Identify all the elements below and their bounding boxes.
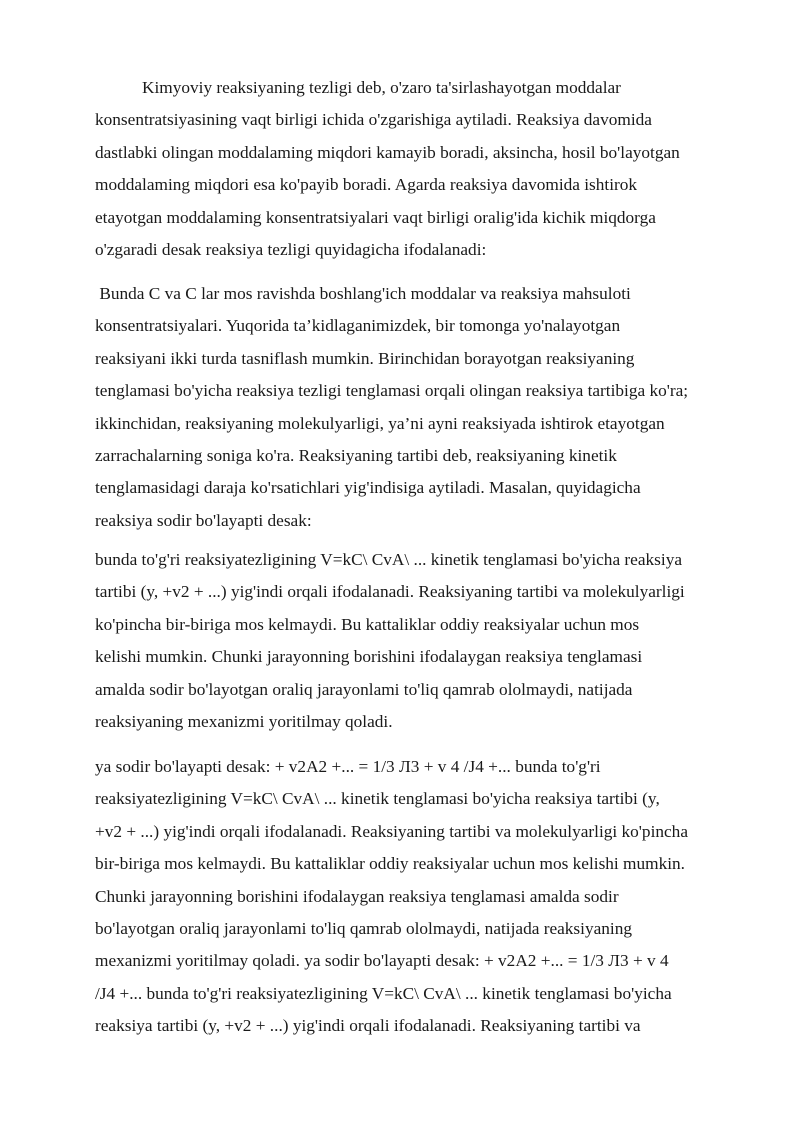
paragraph-kinetic-equation [95, 544, 745, 738]
text-line: ikkinchidan, reaksiyaning molekulyarligi, ya’ni ayni reaksiyada ishtirok etayotgan [95, 413, 665, 433]
text-line: moddalaming miqdori esa ko'payib boradi. Agarda reaksiya davomida ishtirok [95, 175, 638, 195]
text-line: reaksiyatezligining V=kC\ CvA\ ... kinetik tenglamasi bo'yicha reaksiya tartibi (y, [95, 789, 660, 809]
text-line: o'zgaradi desak reaksiya tezligi quyidagicha ifodalanadi: [95, 240, 487, 260]
text-line: Kimyoviy reaksiyaning tezligi deb, o'zaro ta'sirlashayotgan moddalar [142, 78, 621, 97]
text-line: /J4 +... bunda to'g'ri reaksiyatezligining V=kC\ CvA\ ... kinetik tenglamasi bo'yicha [95, 983, 672, 1003]
text-line: bo'layotgan oraliq jarayonlami to'liq qamrab ololmaydi, natijada reaksiyaning [95, 919, 632, 939]
text-line: reaksiya sodir bo'layapti desak: [95, 510, 312, 530]
text-line: bir-biriga mos kelmaydi. Bu kattaliklar oddiy reaksiyalar uchun mos kelishi mumkin. [95, 854, 685, 874]
text-line: bunda to'g'ri reaksiyatezligining V=kC\ CvA\ ... kinetik tenglamasi bo'yicha reaksiya [95, 550, 683, 569]
text-line: ko'pincha bir-biriga mos kelmaydi. Bu kattaliklar oddiy reaksiyalar uchun mos [95, 614, 640, 634]
paragraph-reaction-rate-definition [95, 72, 745, 266]
text-line: etayotgan moddalaming konsentratsiyalari vaqt birligi oralig'ida kichik miqdorga [95, 207, 656, 227]
text-line: Chunki jarayonning borishini ifodalaygan reaksiya tenglamasi amalda sodir [95, 886, 619, 906]
text-line: tenglamasi bo'yicha reaksiya tezligi tenglamasi orqali olingan reaksiya tartibiga ko'ra; [95, 381, 689, 401]
paragraph-repeated-equation [95, 751, 745, 1043]
text-line: konsentratsiyalari. Yuqorida ta’kidlaganimizdek, bir tomonga yo'nalayotgan [95, 316, 621, 336]
text-line: Bunda C va C lar mos ravishda boshlang'ich moddalar va reaksiya mahsuloti [95, 284, 631, 303]
text-line: amalda sodir bo'layotgan oraliq jarayonlami to'liq qamrab ololmaydi, natijada [95, 679, 633, 699]
text-line: kelishi mumkin. Chunki jarayonning borishini ifodalaygan reaksiya tenglamasi [95, 647, 643, 667]
text-line: tartibi (y, +v2 + ...) yig'indi orqali ifodalanadi. Reaksiyaning tartibi va molekulyarligi [95, 582, 685, 602]
text-line: ya sodir bo'layapti desak: + v2A2 +... = 1/3 Л3 + v 4 /J4 +... bunda to'g'ri [95, 757, 601, 776]
text-line: +v2 + ...) yig'indi orqali ifodalanadi. Reaksiyaning tartibi va molekulyarligi ko'pincha [95, 821, 688, 841]
text-line: reaksiyaning mexanizmi yoritilmay qoladi. [95, 712, 393, 732]
text-line: tenglamasidagi daraja ko'rsatichlari yig'indisiga aytiladi. Masalan, quyidagicha [95, 478, 641, 498]
text-line: zarrachalarning soniga ko'ra. Reaksiyaning tartibi deb, reaksiyaning kinetik [95, 446, 617, 466]
text-line: mexanizmi yoritilmay qoladi. ya sodir bo'layapti desak: + v2A2 +... = 1/3 Л3 + v 4 [95, 951, 669, 971]
text-line: dastlabki olingan moddalaming miqdori kamayib boradi, aksincha, hosil bo'layotgan [95, 142, 680, 162]
paragraph-reaction-order-classification [95, 278, 745, 537]
text-line: reaksiya tartibi (y, +v2 + ...) yig'indi orqali ifodalanadi. Reaksiyaning tartibi va [95, 1016, 641, 1036]
text-line: reaksiyani ikki turda tasniflash mumkin. Birinchidan borayotgan reaksiyaning [95, 348, 635, 368]
text-line: konsentratsiyasining vaqt birligi ichida o'zgarishiga aytiladi. Reaksiya davomida [95, 110, 652, 130]
